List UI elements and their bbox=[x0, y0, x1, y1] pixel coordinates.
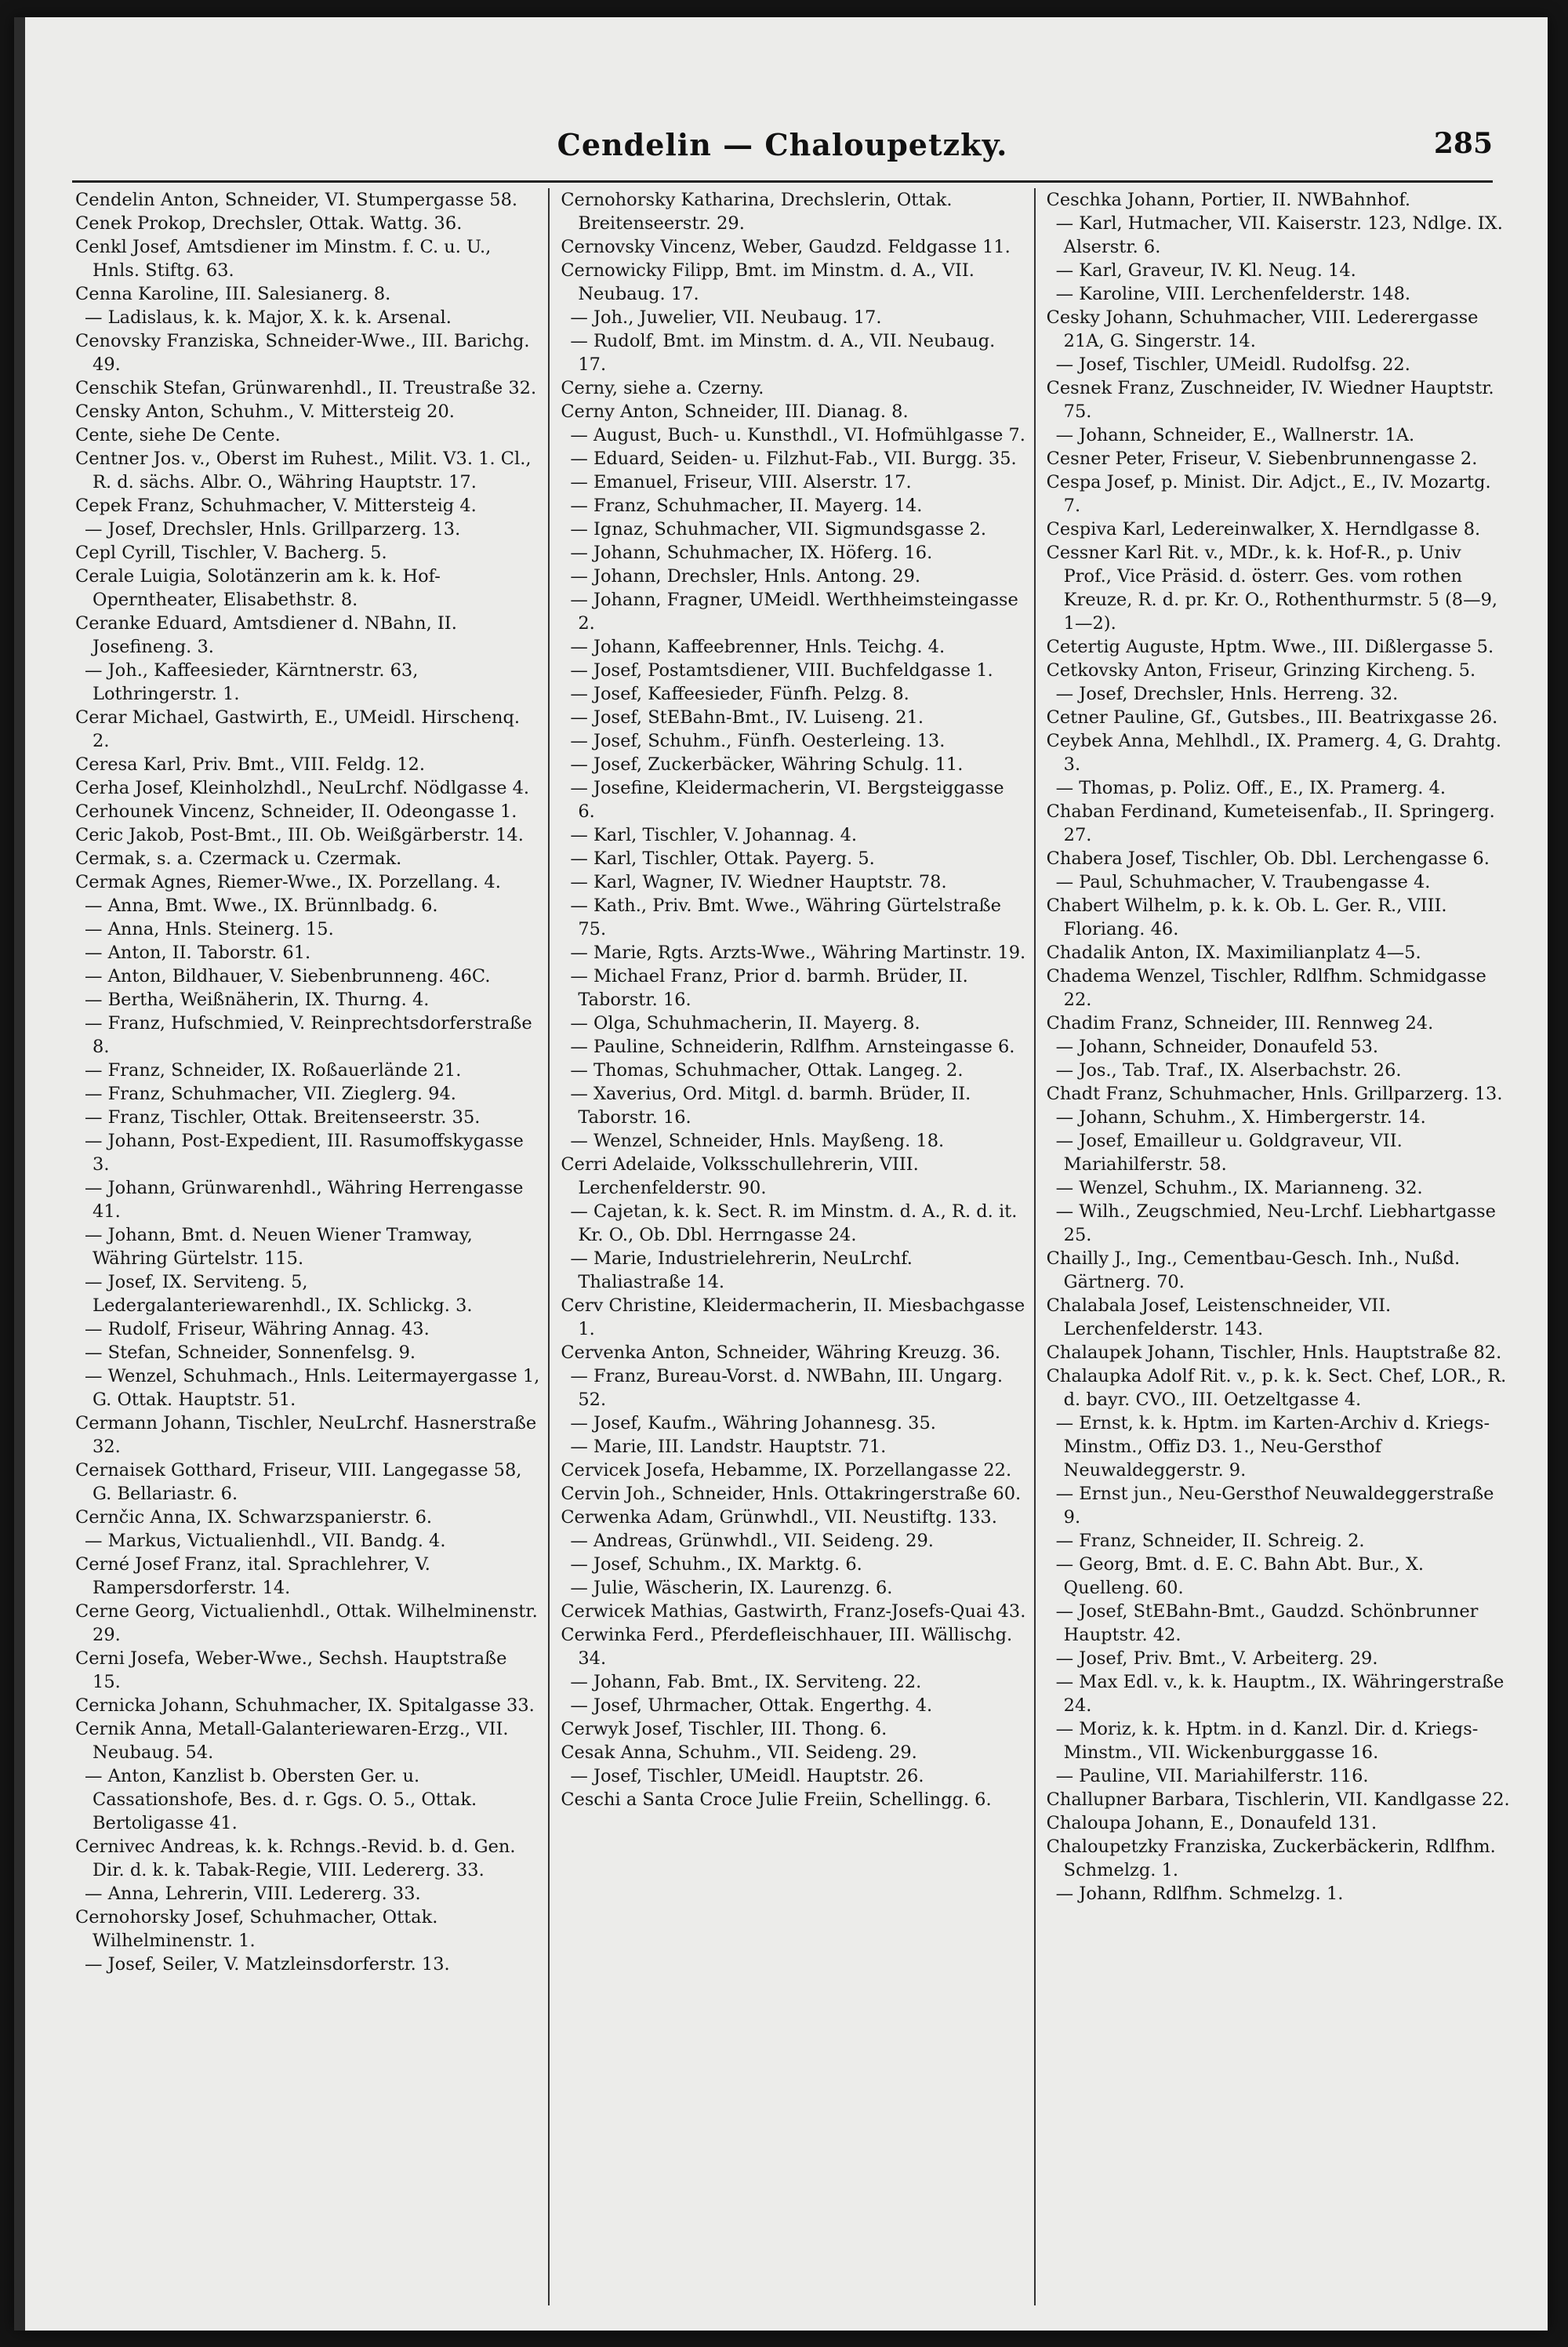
header-rule bbox=[72, 180, 1493, 183]
directory-entry: — Anna, Bmt. Wwe., IX. Brünnlbadg. 6. bbox=[85, 896, 438, 916]
directory-entry: — Wenzel, Schneider, Hnls. Mayßeng. 18. bbox=[570, 1131, 945, 1151]
directory-entry: Cerwenka Adam, Grünwhdl., VII. Neustiftg. 133. bbox=[561, 1507, 997, 1528]
directory-entry: Cepl Cyrill, Tischler, V. Bacherg. 5. bbox=[75, 543, 387, 563]
directory-entry: Chalaupek Johann, Tischler, Hnls. Hauptstraße 82. bbox=[1046, 1342, 1502, 1363]
directory-entry: Cernčic Anna, IX. Schwarzspanierstr. 6. bbox=[75, 1507, 433, 1528]
directory-entry: Cervin Joh., Schneider, Hnls. Ottakringerstraße 60. bbox=[561, 1484, 1022, 1504]
directory-entry: Cerni Josefa, Weber-Wwe., Sechsh. Hauptstraße 15. bbox=[75, 1648, 507, 1692]
directory-entry: — Kath., Priv. Bmt. Wwe., Währing Gürtelstraße 75. bbox=[570, 896, 1001, 939]
directory-entry: — Rudolf, Friseur, Währing Annag. 43. bbox=[85, 1319, 430, 1339]
directory-entry: — Josef, StEBahn-Bmt., Gaudzd. Schönbrunner Hauptstr. 42. bbox=[1055, 1601, 1479, 1645]
directory-entry: Ceranke Eduard, Amtsdiener d. NBahn, II. Josefineng. 3. bbox=[75, 613, 457, 657]
directory-entry: Cernik Anna, Metall-Galanteriewaren-Erzg., VII. Neubaug. 54. bbox=[75, 1719, 509, 1763]
directory-entry: — Karl, Tischler, Ottak. Payerg. 5. bbox=[570, 848, 875, 869]
directory-entry: Chadim Franz, Schneider, III. Rennweg 24. bbox=[1046, 1013, 1434, 1034]
directory-entry: Ceybek Anna, Mehlhdl., IX. Pramerg. 4, G. Drahtg. 3. bbox=[1046, 731, 1501, 775]
directory-entry: Cetertig Auguste, Hptm. Wwe., III. Dißlergasse 5. bbox=[1046, 637, 1494, 657]
directory-entry: Chadt Franz, Schuhmacher, Hnls. Grillparzerg. 13. bbox=[1046, 1084, 1503, 1104]
directory-entry: Cespa Josef, p. Minist. Dir. Adjct., E., IV. Mozartg. 7. bbox=[1046, 472, 1491, 516]
directory-entry: — Anton, Kanzlist b. Obersten Ger. u. Cassationshofe, Bes. d. r. Ggs. O. 5., Ottak. Bertoligasse 41. bbox=[85, 1766, 477, 1833]
directory-entry: — Johann, Post-Expedient, III. Rasumoffskygasse 3. bbox=[85, 1131, 524, 1175]
directory-entry: Ceschi a Santa Croce Julie Freiin, Schellingg. 6. bbox=[561, 1789, 992, 1810]
directory-entry: — Ignaz, Schuhmacher, VII. Sigmundsgasse 2. bbox=[570, 519, 987, 540]
directory-entry: Ceresa Karl, Priv. Bmt., VIII. Feldg. 12. bbox=[75, 754, 426, 775]
directory-entry: Cetkovsky Anton, Friseur, Grinzing Kircheng. 5. bbox=[1046, 660, 1476, 681]
directory-entry: Chaloupa Johann, E., Donaufeld 131. bbox=[1046, 1813, 1377, 1833]
directory-entry: Cesak Anna, Schuhm., VII. Seideng. 29. bbox=[561, 1742, 917, 1763]
directory-entry: — Ladislaus, k. k. Major, X. k. k. Arsenal. bbox=[85, 307, 452, 328]
directory-entry: — Karl, Tischler, V. Johannag. 4. bbox=[570, 825, 858, 845]
directory-entry: — Thomas, Schuhmacher, Ottak. Langeg. 2. bbox=[570, 1060, 964, 1081]
directory-entry: Cerha Josef, Kleinholzhdl., NeuLrchf. Nödlgasse 4. bbox=[75, 778, 530, 798]
directory-entry: — Anna, Lehrerin, VIII. Ledererg. 33. bbox=[85, 1884, 421, 1904]
directory-entry: — Josef, StEBahn-Bmt., IV. Luiseng. 21. bbox=[570, 707, 924, 728]
directory-entry: — Johann, Drechsler, Hnls. Antong. 29. bbox=[570, 566, 921, 587]
directory-entry: Cernovsky Vincenz, Weber, Gaudzd. Feldgasse 11. bbox=[561, 237, 1011, 257]
directory-entry: Chaloupetzky Franziska, Zuckerbäckerin, Rdlfhm. Schmelzg. 1. bbox=[1046, 1837, 1496, 1880]
directory-entry: — Josef, Emailleur u. Goldgraveur, VII. Mariahilferstr. 58. bbox=[1055, 1131, 1403, 1175]
directory-entry: Cenovsky Franziska, Schneider-Wwe., III. Barichg. 49. bbox=[75, 331, 530, 375]
directory-entry: Cernaisek Gotthard, Friseur, VIII. Langegasse 58, G. Bellariastr. 6. bbox=[75, 1460, 522, 1504]
directory-entry: — Anton, Bildhauer, V. Siebenbrunneng. 46C. bbox=[85, 966, 491, 986]
directory-entry: — Paul, Schuhmacher, V. Traubengasse 4. bbox=[1055, 872, 1431, 892]
directory-entry: — Karl, Wagner, IV. Wiedner Hauptstr. 78. bbox=[570, 872, 947, 892]
directory-entry: — Anna, Hnls. Steinerg. 15. bbox=[85, 919, 334, 939]
directory-entry: — Xaverius, Ord. Mitgl. d. barmh. Brüder, II. Taborstr. 16. bbox=[570, 1084, 971, 1128]
directory-entry: Chaban Ferdinand, Kumeteisenfab., II. Springerg. 27. bbox=[1046, 801, 1495, 845]
directory-entry: — Marie, Industrielehrerin, NeuLrchf. Thaliastraße 14. bbox=[570, 1248, 913, 1292]
directory-entry: — Ernst, k. k. Hptm. im Karten-Archiv d. Kriegs-Minstm., Offiz D3. 1., Neu-Gersthof Neuwaldeggerstr. 9. bbox=[1055, 1413, 1490, 1480]
directory-entry: — Emanuel, Friseur, VIII. Alserstr. 17. bbox=[570, 472, 912, 492]
directory-entry: — Franz, Schuhmacher, VII. Zieglerg. 94. bbox=[85, 1084, 456, 1104]
directory-entry: Ceschka Johann, Portier, II. NWBahnhof. bbox=[1046, 190, 1410, 210]
directory-entry: — Ernst jun., Neu-Gersthof Neuwaldeggerstraße 9. bbox=[1055, 1484, 1494, 1528]
directory-entry: Cespiva Karl, Ledereinwalker, X. Herndlgasse 8. bbox=[1046, 519, 1481, 540]
directory-entry: Chailly J., Ing., Cementbau-Gesch. Inh., Nußd. Gärtnerg. 70. bbox=[1046, 1248, 1461, 1292]
page-header bbox=[72, 127, 1493, 182]
column-3 bbox=[1036, 188, 1519, 2305]
directory-page bbox=[14, 17, 1548, 2331]
directory-entry: Cermak, s. a. Czermack u. Czermak. bbox=[75, 848, 402, 869]
page-number: 285 bbox=[1433, 127, 1493, 160]
directory-entry: Cerne Georg, Victualienhdl., Ottak. Wilhelminenstr. 29. bbox=[75, 1601, 538, 1645]
directory-entry: Cente, siehe De Cente. bbox=[75, 425, 281, 445]
directory-entry: Cerné Josef Franz, ital. Sprachlehrer, V. Rampersdorferstr. 14. bbox=[75, 1554, 430, 1598]
directory-entry: — Franz, Tischler, Ottak. Breitenseerstr. 35. bbox=[85, 1107, 481, 1128]
directory-entry: Cesner Peter, Friseur, V. Siebenbrunnengasse 2. bbox=[1046, 449, 1478, 469]
directory-entry: — Anton, II. Taborstr. 61. bbox=[85, 943, 311, 963]
directory-entry: Challupner Barbara, Tischlerin, VII. Kandlgasse 22. bbox=[1046, 1789, 1510, 1810]
directory-entry: — Josef, Zuckerbäcker, Währing Schulg. 11. bbox=[570, 754, 964, 775]
directory-entry: Cerri Adelaide, Volksschullehrerin, VIII. Lerchenfelderstr. 90. bbox=[561, 1154, 919, 1198]
directory-entry: Cessner Karl Rit. v., MDr., k. k. Hof-R., p. Univ Prof., Vice Präsid. d. österr. Ges. vom rothen Kreuze, R. d. pr. Kr. O., Rothenthurmstr. 5 (8—9, 1—2). bbox=[1046, 543, 1498, 634]
directory-entry: — Stefan, Schneider, Sonnenfelsg. 9. bbox=[85, 1342, 416, 1363]
directory-entry: — Johann, Fragner, UMeidl. Werthheimsteingasse 2. bbox=[570, 590, 1018, 634]
directory-entry: Cerny, siehe a. Czerny. bbox=[561, 378, 764, 398]
directory-entry: — Julie, Wäscherin, IX. Laurenzg. 6. bbox=[570, 1578, 893, 1598]
directory-entry: Chabera Josef, Tischler, Ob. Dbl. Lerchengasse 6. bbox=[1046, 848, 1490, 869]
directory-entry: — Georg, Bmt. d. E. C. Bahn Abt. Bur., X. Quelleng. 60. bbox=[1055, 1554, 1424, 1598]
directory-entry: Cerale Luigia, Solotänzerin am k. k. Hof-Operntheater, Elisabethstr. 8. bbox=[75, 566, 441, 610]
directory-entry: — Johann, Bmt. d. Neuen Wiener Tramway, Währing Gürtelstr. 115. bbox=[85, 1225, 473, 1269]
directory-entry: Cernicka Johann, Schuhmacher, IX. Spitalgasse 33. bbox=[75, 1695, 535, 1716]
directory-entry: — Wenzel, Schuhm., IX. Marianneng. 32. bbox=[1055, 1178, 1423, 1198]
directory-entry: — Johann, Fab. Bmt., IX. Serviteng. 22. bbox=[570, 1672, 922, 1692]
directory-entry: — Rudolf, Bmt. im Minstm. d. A., VII. Neubaug. 17. bbox=[570, 331, 996, 375]
directory-entry: — Karl, Hutmacher, VII. Kaiserstr. 123, Ndlge. IX. Alserstr. 6. bbox=[1055, 213, 1503, 257]
directory-entry: Cerv Christine, Kleidermacherin, II. Miesbachgasse 1. bbox=[561, 1295, 1025, 1339]
directory-entry: — Joh., Juwelier, VII. Neubaug. 17. bbox=[570, 307, 882, 328]
directory-entry: — Karl, Graveur, IV. Kl. Neug. 14. bbox=[1055, 260, 1356, 281]
directory-entry: — Olga, Schuhmacherin, II. Mayerg. 8. bbox=[570, 1013, 920, 1034]
directory-entry: — Franz, Schneider, IX. Roßauerlände 21. bbox=[85, 1060, 462, 1081]
directory-entry: — Josef, Kaufm., Währing Johannesg. 35. bbox=[570, 1413, 936, 1433]
directory-entry: Chalaupka Adolf Rit. v., p. k. k. Sect. Chef, LOR., R. d. bayr. CVO., III. Oetzeltgasse 4. bbox=[1046, 1366, 1507, 1410]
directory-entry: — Josef, Postamtsdiener, VIII. Buchfeldgasse 1. bbox=[570, 660, 993, 681]
directory-entry: Chadalik Anton, IX. Maximilianplatz 4—5. bbox=[1046, 943, 1421, 963]
directory-entry: Cerwyk Josef, Tischler, III. Thong. 6. bbox=[561, 1719, 887, 1739]
directory-entry: — Josef, Schuhm., IX. Marktg. 6. bbox=[570, 1554, 862, 1575]
directory-entry: — Josef, Drechsler, Hnls. Grillparzerg. 13. bbox=[85, 519, 461, 540]
directory-columns bbox=[64, 188, 1519, 2305]
directory-entry: — Josef, Schuhm., Fünfh. Oesterleing. 13. bbox=[570, 731, 946, 751]
directory-entry: — Johann, Schneider, E., Wallnerstr. 1A. bbox=[1055, 425, 1415, 445]
directory-entry: — Johann, Rdlfhm. Schmelzg. 1. bbox=[1055, 1884, 1344, 1904]
directory-entry: Cerar Michael, Gastwirth, E., UMeidl. Hirschenq. 2. bbox=[75, 707, 521, 751]
directory-entry: — Pauline, VII. Mariahilferstr. 116. bbox=[1055, 1766, 1369, 1786]
directory-entry: — Johann, Schneider, Donaufeld 53. bbox=[1055, 1037, 1379, 1057]
directory-entry: Centner Jos. v., Oberst im Ruhest., Milit. V3. 1. Cl., R. d. sächs. Albr. O., Währing Hauptstr. 17. bbox=[75, 449, 532, 492]
directory-entry: Cesnek Franz, Zuschneider, IV. Wiedner Hauptstr. 75. bbox=[1046, 378, 1494, 422]
directory-entry: Cervicek Josefa, Hebamme, IX. Porzellangasse 22. bbox=[561, 1460, 1012, 1480]
directory-entry: — Eduard, Seiden- u. Filzhut-Fab., VII. Burgg. 35. bbox=[570, 449, 1017, 469]
directory-entry: — Andreas, Grünwhdl., VII. Seideng. 29. bbox=[570, 1531, 934, 1551]
directory-entry: — Max Edl. v., k. k. Hauptm., IX. Währingerstraße 24. bbox=[1055, 1672, 1504, 1716]
directory-entry: — Josef, IX. Serviteng. 5, Ledergalanteriewarenhdl., IX. Schlickg. 3. bbox=[85, 1272, 473, 1316]
directory-entry: — Moriz, k. k. Hptm. in d. Kanzl. Dir. d. Kriegs-Minstm., VII. Wickenburggasse 16. bbox=[1055, 1719, 1479, 1763]
directory-entry: — Josef, Uhrmacher, Ottak. Engerthg. 4. bbox=[570, 1695, 933, 1716]
directory-entry: — Franz, Bureau-Vorst. d. NWBahn, III. Ungarg. 52. bbox=[570, 1366, 1004, 1410]
directory-entry: Cervenka Anton, Schneider, Währing Kreuzg. 36. bbox=[561, 1342, 1001, 1363]
directory-entry: Chabert Wilhelm, p. k. k. Ob. L. Ger. R., VIII. Floriang. 46. bbox=[1046, 896, 1447, 939]
column-1 bbox=[64, 188, 550, 2305]
directory-entry: — Wilh., Zeugschmied, Neu-Lrchf. Liebhartgasse 25. bbox=[1055, 1201, 1496, 1245]
directory-entry: — Joh., Kaffeesieder, Kärntnerstr. 63, Lothringerstr. 1. bbox=[85, 660, 419, 704]
directory-entry: Cernohorsky Josef, Schuhmacher, Ottak. Wilhelminenstr. 1. bbox=[75, 1907, 438, 1951]
directory-entry: — Franz, Schuhmacher, II. Mayerg. 14. bbox=[570, 496, 923, 516]
directory-entry: Cenkl Josef, Amtsdiener im Minstm. f. C. u. U., Hnls. Stiftg. 63. bbox=[75, 237, 492, 281]
directory-entry: — Josef, Priv. Bmt., V. Arbeiterg. 29. bbox=[1055, 1648, 1378, 1669]
directory-entry: — Johann, Grünwarenhdl., Währing Herrengasse 41. bbox=[85, 1178, 524, 1222]
directory-entry: — Johann, Schuhmacher, IX. Höferg. 16. bbox=[570, 543, 933, 563]
directory-entry: Chalabala Josef, Leistenschneider, VII. Lerchenfelderstr. 143. bbox=[1046, 1295, 1392, 1339]
directory-entry: — Josef, Seiler, V. Matzleinsdorferstr. 13. bbox=[85, 1954, 450, 1975]
directory-entry: — Michael Franz, Prior d. barmh. Brüder, II. Taborstr. 16. bbox=[570, 966, 968, 1010]
directory-entry: — Josef, Tischler, UMeidl. Hauptstr. 26. bbox=[570, 1766, 924, 1786]
directory-entry: — Franz, Schneider, II. Schreig. 2. bbox=[1055, 1531, 1365, 1551]
directory-entry: — Wenzel, Schuhmach., Hnls. Leitermayergasse 1, G. Ottak. Hauptstr. 51. bbox=[85, 1366, 540, 1410]
directory-entry: Cerhounek Vincenz, Schneider, II. Odeongasse 1. bbox=[75, 801, 517, 822]
directory-entry: Cermak Agnes, Riemer-Wwe., IX. Porzellang. 4. bbox=[75, 872, 501, 892]
directory-entry: — Bertha, Weißnäherin, IX. Thurng. 4. bbox=[85, 990, 430, 1010]
directory-entry: Cetner Pauline, Gf., Gutsbes., III. Beatrixgasse 26. bbox=[1046, 707, 1498, 728]
directory-entry: — Josef, Kaffeesieder, Fünfh. Pelzg. 8. bbox=[570, 684, 909, 704]
directory-entry: — Franz, Hufschmied, V. Reinprechtsdorferstraße 8. bbox=[85, 1013, 532, 1057]
directory-entry: — Jos., Tab. Traf., IX. Alserbachstr. 26. bbox=[1055, 1060, 1402, 1081]
directory-entry: — Pauline, Schneiderin, Rdlfhm. Arnsteingasse 6. bbox=[570, 1037, 1015, 1057]
column-2 bbox=[550, 188, 1035, 2305]
directory-entry: Cerwinka Ferd., Pferdefleischhauer, III. Wällischg. 34. bbox=[561, 1625, 1013, 1669]
directory-entry: Cenna Karoline, III. Salesianerg. 8. bbox=[75, 284, 391, 304]
directory-entry: Cesky Johann, Schuhmacher, VIII. Lederergasse 21A, G. Singerstr. 14. bbox=[1046, 307, 1479, 351]
directory-entry: Censchik Stefan, Grünwarenhdl., II. Treustraße 32. bbox=[75, 378, 537, 398]
directory-entry: Ceric Jakob, Post-Bmt., III. Ob. Weißgärberstr. 14. bbox=[75, 825, 524, 845]
directory-entry: — August, Buch- u. Kunsthdl., VI. Hofmühlgasse 7. bbox=[570, 425, 1025, 445]
directory-entry: Cerwicek Mathias, Gastwirth, Franz-Josefs-Quai 43. bbox=[561, 1601, 1026, 1622]
directory-entry: — Thomas, p. Poliz. Off., E., IX. Pramerg. 4. bbox=[1055, 778, 1446, 798]
directory-entry: Cepek Franz, Schuhmacher, V. Mittersteig 4. bbox=[75, 496, 477, 516]
directory-entry: Chadema Wenzel, Tischler, Rdlfhm. Schmidgasse 22. bbox=[1046, 966, 1486, 1010]
directory-entry: Cermann Johann, Tischler, NeuLrchf. Hasnerstraße 32. bbox=[75, 1413, 537, 1457]
directory-entry: — Josef, Tischler, UMeidl. Rudolfsg. 22. bbox=[1055, 354, 1410, 375]
running-head-title: Cendelin — Chaloupetzky. bbox=[557, 127, 1008, 162]
directory-entry: Cenek Prokop, Drechsler, Ottak. Wattg. 36. bbox=[75, 213, 463, 234]
directory-entry: — Johann, Schuhm., X. Himbergerstr. 14. bbox=[1055, 1107, 1426, 1128]
directory-entry: — Josef, Drechsler, Hnls. Herreng. 32. bbox=[1055, 684, 1399, 704]
directory-entry: — Markus, Victualienhdl., VII. Bandg. 4. bbox=[85, 1531, 446, 1551]
directory-entry: — Cajetan, k. k. Sect. R. im Minstm. d. A., R. d. it. Kr. O., Ob. Dbl. Herrngasse 24. bbox=[570, 1201, 1018, 1245]
directory-entry: — Marie, III. Landstr. Hauptstr. 71. bbox=[570, 1437, 887, 1457]
directory-entry: Cendelin Anton, Schneider, VI. Stumpergasse 58. bbox=[75, 190, 518, 210]
directory-entry: — Marie, Rgts. Arzts-Wwe., Währing Martinstr. 19. bbox=[570, 943, 1026, 963]
directory-entry: Cernowicky Filipp, Bmt. im Minstm. d. A., VII. Neubaug. 17. bbox=[561, 260, 975, 304]
directory-entry: — Karoline, VIII. Lerchenfelderstr. 148. bbox=[1055, 284, 1411, 304]
directory-entry: Censky Anton, Schuhm., V. Mittersteig 20. bbox=[75, 401, 455, 422]
directory-entry: Cernohorsky Katharina, Drechslerin, Ottak. Breitenseerstr. 29. bbox=[561, 190, 953, 234]
directory-entry: Cernivec Andreas, k. k. Rchngs.-Revid. b. d. Gen. Dir. d. k. k. Tabak-Regie, VIII. Ledererg. 33. bbox=[75, 1837, 516, 1880]
directory-entry: — Johann, Kaffeebrenner, Hnls. Teichg. 4. bbox=[570, 637, 946, 657]
directory-entry: Cerny Anton, Schneider, III. Dianag. 8. bbox=[561, 401, 909, 422]
directory-entry: — Josefine, Kleidermacherin, VI. Bergsteiggasse 6. bbox=[570, 778, 1004, 822]
